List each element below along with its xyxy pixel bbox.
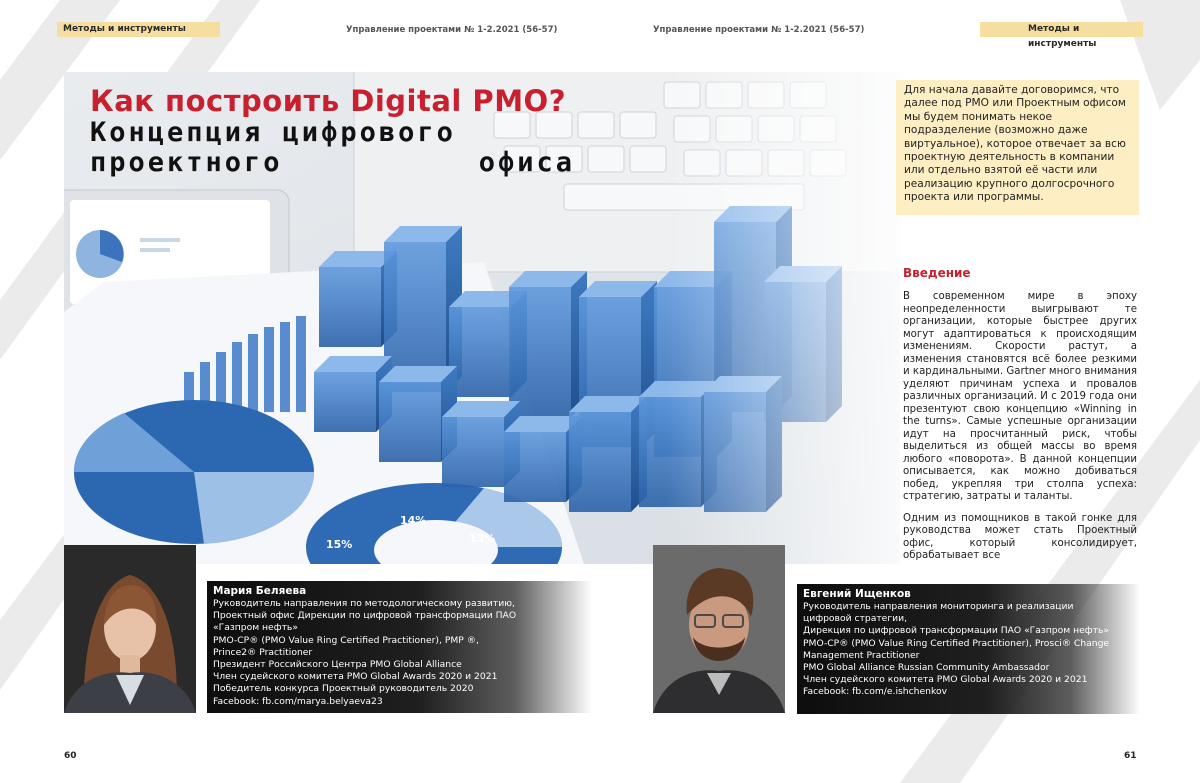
author-line: PMO-CP® (PMO Value Ring Certified Practitioner), PMP ®, [213, 634, 479, 646]
author-card-evgeny [797, 584, 1140, 714]
title-line-1: Как построить Digital PMO? [90, 84, 567, 118]
page-number-right: 61 [1124, 751, 1137, 761]
issue-label-left: Управление проектами № 1-2.2021 (56-57) [346, 25, 558, 35]
author-facebook-link[interactable]: Facebook: fb.com/e.ishchenkov [803, 686, 948, 698]
author-line: Management Practitioner [803, 649, 920, 661]
title-line-3b: офиса [478, 147, 575, 178]
author-card-maria [207, 581, 592, 713]
section-tag-left: Методы и инструменты [57, 22, 220, 37]
intro-callout [896, 80, 1139, 215]
title-line-3 [90, 148, 575, 178]
author-line: Победитель конкурса Проектный руководитель 2020 [213, 683, 474, 695]
author-line: Член судейского комитета PMO Global Awards 2020 и 2021 [213, 671, 498, 683]
author-line: Руководитель направления по методологическому развитию, [213, 598, 515, 609]
title-line-2 [90, 118, 590, 148]
title-line-2-text: Концепция цифрового [90, 117, 456, 148]
body-paragraph-1: В современном мире в эпоху неопределенности выигрывают те организации, которые быстрее других могут адаптироваться к происходящим изменениям. Скорости растут, а изменения становятся всё более резкими и кардинальными. Gartner много внимания уделяют причинам успеха и провалов различных организаций. И с 2019 года они презентуют свою концепцию «Winning in the turns». Самые успешные организации идут на просчитанный риск, чтобы выделиться из общей массы во время любого «поворота». В данной концепции описывается, как можно добиваться побед, укрепляя три столпа успеха: стратегию, затраты и таланты. [903, 291, 1137, 502]
author-name-evgeny: Евгений Ищенков [803, 588, 911, 600]
author-photo-evgeny [653, 545, 785, 713]
issue-label-right: Управление проектами № 1-2.2021 (56-57) [653, 25, 865, 35]
page-number-left: 60 [64, 751, 77, 761]
author-line: цифровой стратегии, [803, 613, 908, 625]
section-heading: Введение [903, 266, 971, 280]
section-tag-right: Методы и инструменты [980, 22, 1143, 37]
intro-text: Для начала давайте договоримся, что далее под PMO или Проектным офисом мы будем понимать некое подразделение (возможно даже виртуальное), которое отвечает за всю проектную деятельность в компании или отдельно взятой её части или реализацию крупного долгосрочного проекта или программы. [904, 84, 1126, 204]
author-facebook-link[interactable]: Facebook: fb.com/marya.belyaeva23 [213, 695, 383, 707]
author-line: «Газпром нефть» [213, 622, 298, 634]
body-column [903, 291, 1137, 572]
author-line: PMO Global Alliance Russian Community Ambassador [803, 662, 1050, 674]
author-line: PMO-CP® (PMO Value Ring Certified Practitioner), Prosci® Change [803, 637, 1110, 649]
author-line: Дирекция по цифровой трансформации ПАО «Газпром нефть» [803, 625, 1110, 637]
article-title [90, 84, 590, 178]
author-line: Prince2® Practitioner [213, 646, 313, 658]
author-line: Руководитель направления мониторинга и реализации [803, 601, 1074, 612]
author-line: Президент Российского Центра PMO Global Alliance [213, 659, 462, 671]
author-line: Член судейского комитета PMO Global Awards 2020 и 2021 [803, 674, 1088, 686]
author-name-maria: Мария Беляева [213, 585, 307, 597]
author-line: Проектный офис Дирекции по цифровой трансформации ПАО [213, 610, 517, 622]
body-paragraph-2: Одним из помощников в такой гонке для руководства может стать Проектный офис, который консолидирует, обрабатывает все [903, 512, 1137, 561]
author-photo-maria [64, 545, 196, 713]
title-line-3a: проектного [90, 147, 283, 178]
